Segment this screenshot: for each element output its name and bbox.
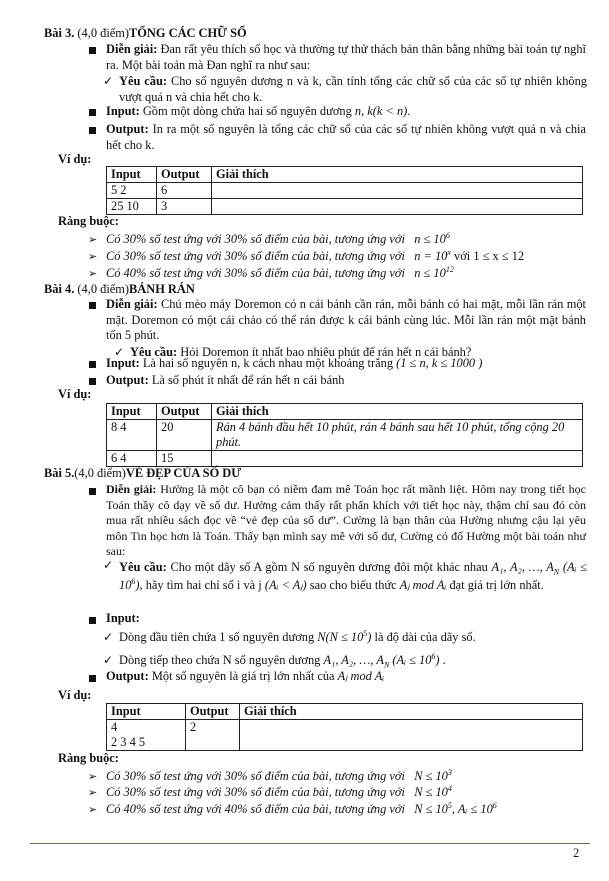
arrow-icon: ➢ [88,251,98,263]
problem-4-title: Bài 4. (4,0 điểm)BÁNH RÁN [44,282,195,296]
check-icon: ✓ [114,345,125,359]
problem-3-requirement: Yêu cầu: Cho số nguyên dương n và k, cần tính tổng các chữ số của các số tự nhiên không vượt quá n và chia hết cho k. [119,74,587,104]
constraint-item: Có 30% số test ứng với 30% số điểm của bài, tương ứng với $N \le 10^3$ [106,767,452,783]
problem-5-output: Output: Một số nguyên là giá trị lớn nhất của Aⱼ mod Aᵢ [106,669,385,683]
problem-3-input: Input: Gồm một dòng chứa hai số nguyên dương n, k(k < n). [106,104,411,118]
table-row: 2 3 4 5 [107,735,583,751]
problem-5-input-line-1: Dòng đầu tiên chứa 1 số nguyên dương $N(N \le 10^5)$ là độ dài của dãy số. [119,628,476,644]
arrow-icon: ➢ [88,804,98,816]
table-row: 4 2 [107,720,583,736]
footer-rule [30,843,590,844]
problem-4-output: Output: Là số phút ít nhất để rán hết n cái bánh [106,373,345,387]
problem-5-input-line-2: Dòng tiếp theo chứa N số nguyên dương A₁, A₂, …, $A_N$ (Aᵢ ≤ $10^6$) . [119,651,446,670]
constraint-item: Có 30% số test ứng với 30% số điểm của bài, tương ứng với $N \le 10^4$ [106,783,452,799]
problem-5-description: Diễn giải: Hường là một cô bạn có niềm đam mê Toán học rất mãnh liệt. Hôm nay trong tiết học Toán thầy cô dạy về số dư. Hường cảm thấy rất phấn khích với tiết học này, thậm chí sau đó còn mua rất nhiều sách đọc về “vẻ đẹp của số dư”. Cường là bạn thân của Hường nhưng cậu lại yêu môn Tin học hơn là Toán. Thấy bạn mình say mê với số dư, Cường có đố Hường một bài toán như sau: [106,482,586,558]
table-row: 25 10 3 [107,199,583,215]
problem-4-input: Input: Là hai số nguyên n, k cách nhau một khoảng trắng (1 ≤ n, k ≤ 1000 ) [106,356,483,370]
table-row: 5 2 6 [107,183,583,199]
problem-3-example-table [106,166,583,215]
example-label: Ví dụ: [58,152,92,166]
check-icon: ✓ [103,74,114,88]
check-icon: ✓ [103,630,114,644]
bullet-icon [89,127,96,134]
arrow-icon: ➢ [88,787,98,799]
table-row: 8 4 20 Rán 4 bánh đầu hết 10 phút, rán 4 bánh sau hết 10 phút, tổng cộng 20 phút. [107,420,583,451]
problem-number: Bài 3. [44,26,75,40]
bullet-icon [89,109,96,116]
problem-3-title [44,26,247,42]
problem-5-title: Bài 5.(4,0 điểm)VẺ ĐẸP CỦA SỐ DƯ [44,466,242,480]
example-label: Ví dụ: [58,688,92,702]
constraint-item: Có 30% số test ứng với 30% số điểm của bài, tương ứng với $n = 10^x$ với 1 ≤ x ≤ 12 [106,247,525,263]
table-header-row: Input Output Giải thích [107,167,583,183]
bullet-icon [89,675,96,682]
problem-4-requirement: Yêu cầu: Hỏi Doremon ít nhất bao nhiêu phút để rán hết n cái bánh? [130,345,472,359]
problem-3-output: Output: In ra một số nguyên là tổng các chữ số của các số tự nhiên không vượt quá n và chia hết cho k. [106,122,586,152]
bullet-icon [89,302,96,309]
problem-points: (4,0 điểm) [77,26,130,40]
constraint-item: Có 30% số test ứng với 30% số điểm của bài, tương ứng với $n \le 10^6$ [106,230,450,246]
constraint-item: Có 40% số test ứng với 30% số điểm của bài, tương ứng với $n \le 10^{12}$ [106,264,454,280]
bullet-icon [89,378,96,385]
check-icon: ✓ [103,558,114,572]
bullet-icon [89,47,96,54]
table-row: 6 4 15 [107,451,583,467]
problem-4-example-table: Input Output Giải thích 8 4 20 Rán 4 bánh đầu hết 10 phút, rán 4 bánh sau hết 10 phút, tổng cộng 20 phút. 6 4 15 [106,403,583,467]
problem-4-description: Diễn giải: Chú mèo máy Doremon có n cái bánh cần rán, mỗi bánh có hai mặt, mỗi lần rán một mặt. Doremon có một cái chảo có thể rán được k cái bánh cùng lúc. Mỗi lần rán một mặt bánh tốn 5 phút. [106,297,586,343]
arrow-icon: ➢ [88,771,98,783]
bullet-icon [89,361,96,368]
check-icon: ✓ [103,653,114,667]
constraints-label: Ràng buộc: [58,214,119,228]
constraints-label: Ràng buộc: [58,751,119,765]
problem-name: TỔNG CÁC CHỮ SỐ [129,26,247,40]
bullet-icon [89,488,96,495]
constraint-item: Có 40% số test ứng với 40% số điểm của bài, tương ứng với $N \le 10^5$, Aᵢ ≤ $10^6$ [106,800,497,816]
arrow-icon: ➢ [88,268,98,280]
arrow-icon: ➢ [88,234,98,246]
problem-5-input-label: Input: [106,611,140,625]
problem-5-example-table: Input Output Giải thích 4 2 2 3 4 5 [106,703,583,751]
page-number: 2 [573,846,580,860]
problem-5-requirement: Yêu cầu: Cho một dãy số A gồm N số nguyên dương đôi một khác nhau A₁, A₂, …, $A_N$ (Aᵢ ≤ $10^6$), hãy tìm hai chỉ số i và j (Aᵢ < Aⱼ) sao cho biểu thức Aⱼ mod Aᵢ đạt giá trị lớn nhất. [119,560,587,592]
bullet-icon [89,617,96,624]
problem-3-description: Diễn giải: Đan rất yêu thích số học và thường tự thử thách bản thân bằng những bài toán tự nghĩ ra. Một bài toán mà Đan nghĩ ra như sau: [106,42,586,72]
example-label: Ví dụ: [58,387,92,401]
